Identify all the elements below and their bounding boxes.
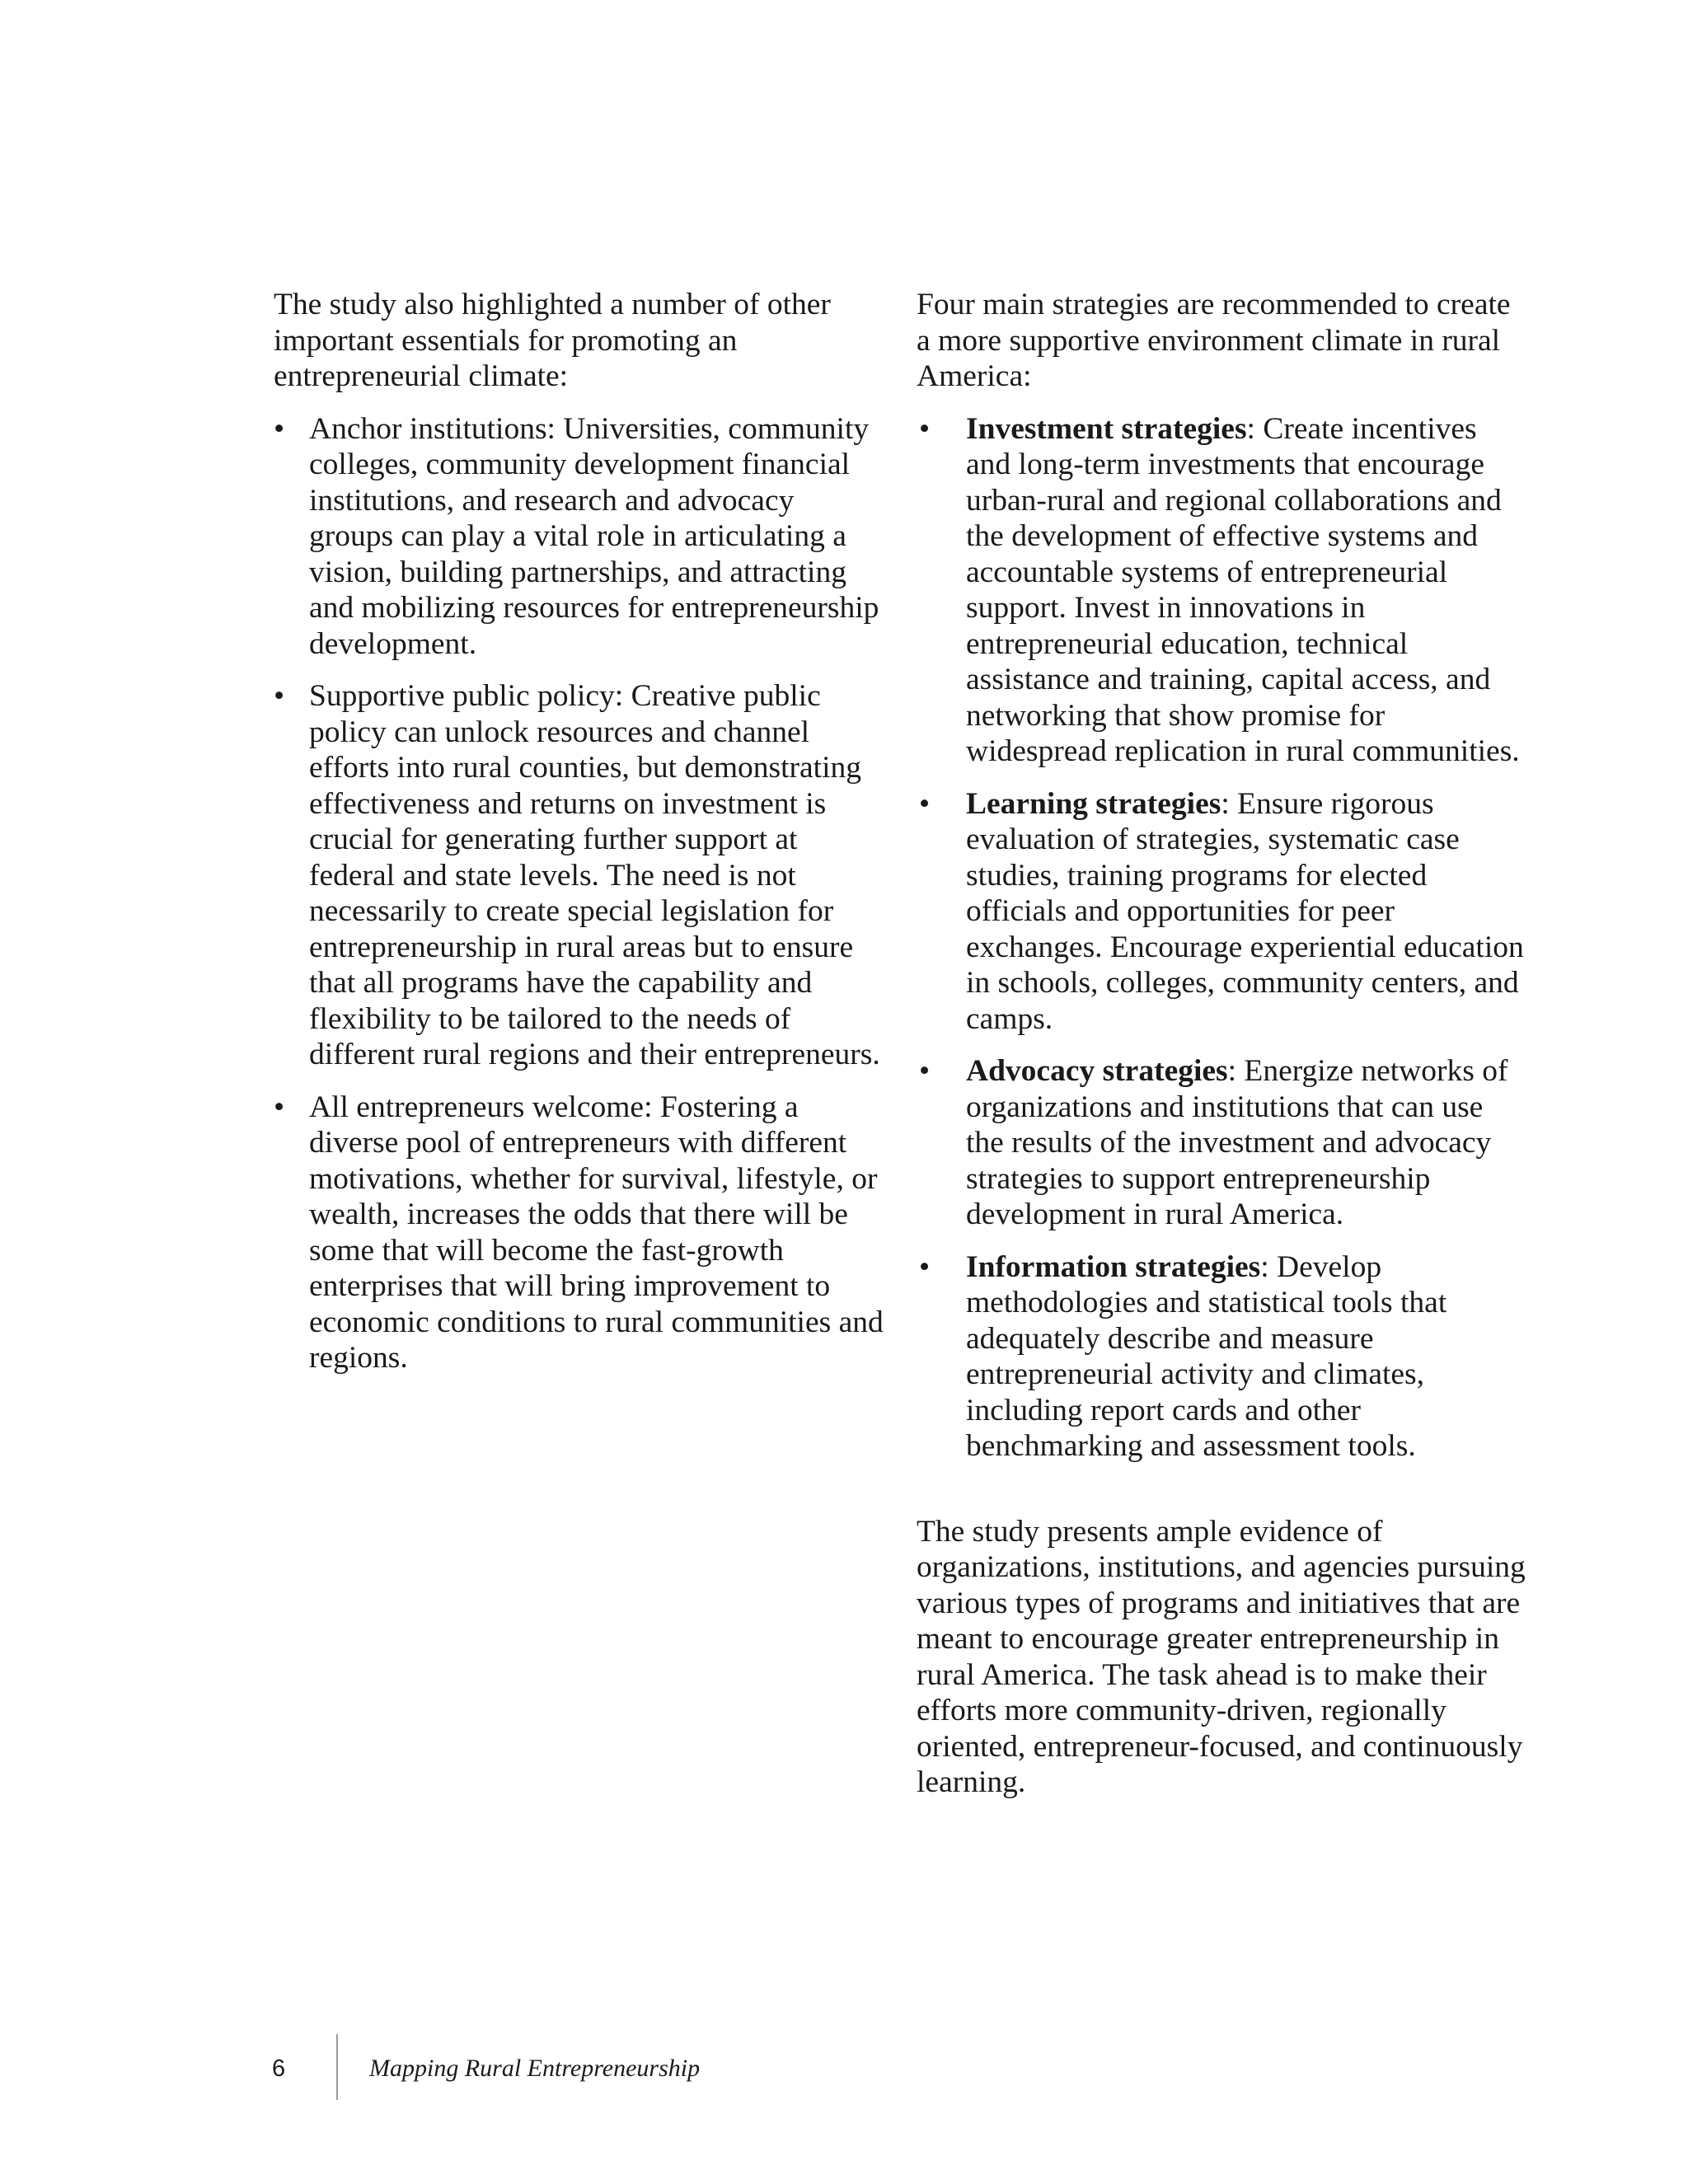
list-item-text: : Ensure rigorous evaluation of strategies, systematic case studies, training programs for elected officials and opportunities for peer exchanges. Encourage experiential education in schools, colleges, community centers, and camps.: [966, 786, 1524, 1036]
left-column: [274, 287, 884, 1393]
list-item-text: : Create incentives and long-term investments that encourage urban-rural and regional collaborations and the development of effective systems and accountable systems of entrepreneurial support. Invest in innovations in entrepreneurial education, technical assistance and training, capital access, and networking that show promise for widespread replication in rural communities.: [966, 411, 1520, 768]
bullet-icon: •: [274, 411, 285, 446]
list-item-text: All entrepreneurs welcome: Fostering a diverse pool of entrepreneurs with different motivations, whether for survival, lifestyle, or wealth, increases the odds that there will be some that will become the fast-growth enterprises that will bring improvement to economic conditions to rural communities and regions.: [309, 1090, 884, 1375]
right-column: [917, 287, 1526, 1801]
list-item-term: Investment strategies: [966, 411, 1247, 446]
list-item-learning-strategies: [917, 786, 1526, 1038]
left-intro-paragraph: The study also highlighted a number of other important essentials for promoting an entrepreneurial climate:: [274, 288, 831, 393]
running-title: Mapping Rural Entrepreneurship: [369, 2055, 701, 2082]
bullet-icon: •: [919, 411, 931, 446]
list-item-text: Supportive public policy: Creative public policy can unlock resources and channel efforts into rural counties, but demonstrating effectiveness and returns on investment is crucial for generating further support at federal and state levels. The need is not necessarily to create special legislation for entrepreneurship in rural areas but to ensure that all programs have the capability and flexibility to be tailored to the needs of different rural regions and their entrepreneurs.: [309, 679, 880, 1071]
list-item-term: Learning strategies: [966, 786, 1221, 821]
strategies-list: [917, 411, 1526, 1465]
list-item-information-strategies: [917, 1249, 1526, 1465]
list-item-investment-strategies: [917, 411, 1526, 770]
page-number: 6: [272, 2055, 286, 2082]
list-item-anchor-institutions: [274, 411, 884, 663]
list-item-supportive-public-policy: [274, 678, 884, 1073]
list-item-advocacy-strategies: [917, 1053, 1526, 1233]
bullet-icon: •: [274, 679, 285, 713]
essentials-list: [274, 411, 884, 1376]
bullet-icon: •: [919, 1249, 931, 1284]
footer-divider: [336, 2034, 338, 2100]
list-item-all-entrepreneurs-welcome: [274, 1090, 884, 1376]
list-item-text: : Energize networks of organizations and institutions that can use the results of the investment and advocacy strategies to support entrepreneurship development in rural America.: [966, 1054, 1508, 1231]
list-item-term: Advocacy strategies: [966, 1054, 1228, 1088]
list-item-text: Anchor institutions: Universities, community colleges, community development financial institutions, and research and advocacy groups can play a vital role in articulating a vision, building partnerships, and attracting and mobilizing resources for entrepreneurship development.: [309, 411, 879, 661]
closing-paragraph: The study presents ample evidence of organizations, institutions, and agencies pursuing various types of programs and initiatives that are meant to encourage greater entrepreneurship in rural America. The task ahead is to make their efforts more community-driven, regionally oriented, entrepreneur-focused, and continuously learning.: [917, 1514, 1526, 1799]
bullet-icon: •: [919, 786, 931, 821]
right-intro-paragraph: Four main strategies are recommended to create a more supportive environment climate in rural America:: [917, 288, 1511, 393]
list-item-text: : Develop methodologies and statistical tools that adequately describe and measure entrepreneurial activity and climates, including report cards and other benchmarking and assessment tools.: [966, 1249, 1447, 1463]
bullet-icon: •: [919, 1054, 931, 1088]
bullet-icon: •: [274, 1090, 285, 1124]
page-footer: [0, 2034, 1688, 2100]
list-item-term: Information strategies: [966, 1249, 1261, 1284]
